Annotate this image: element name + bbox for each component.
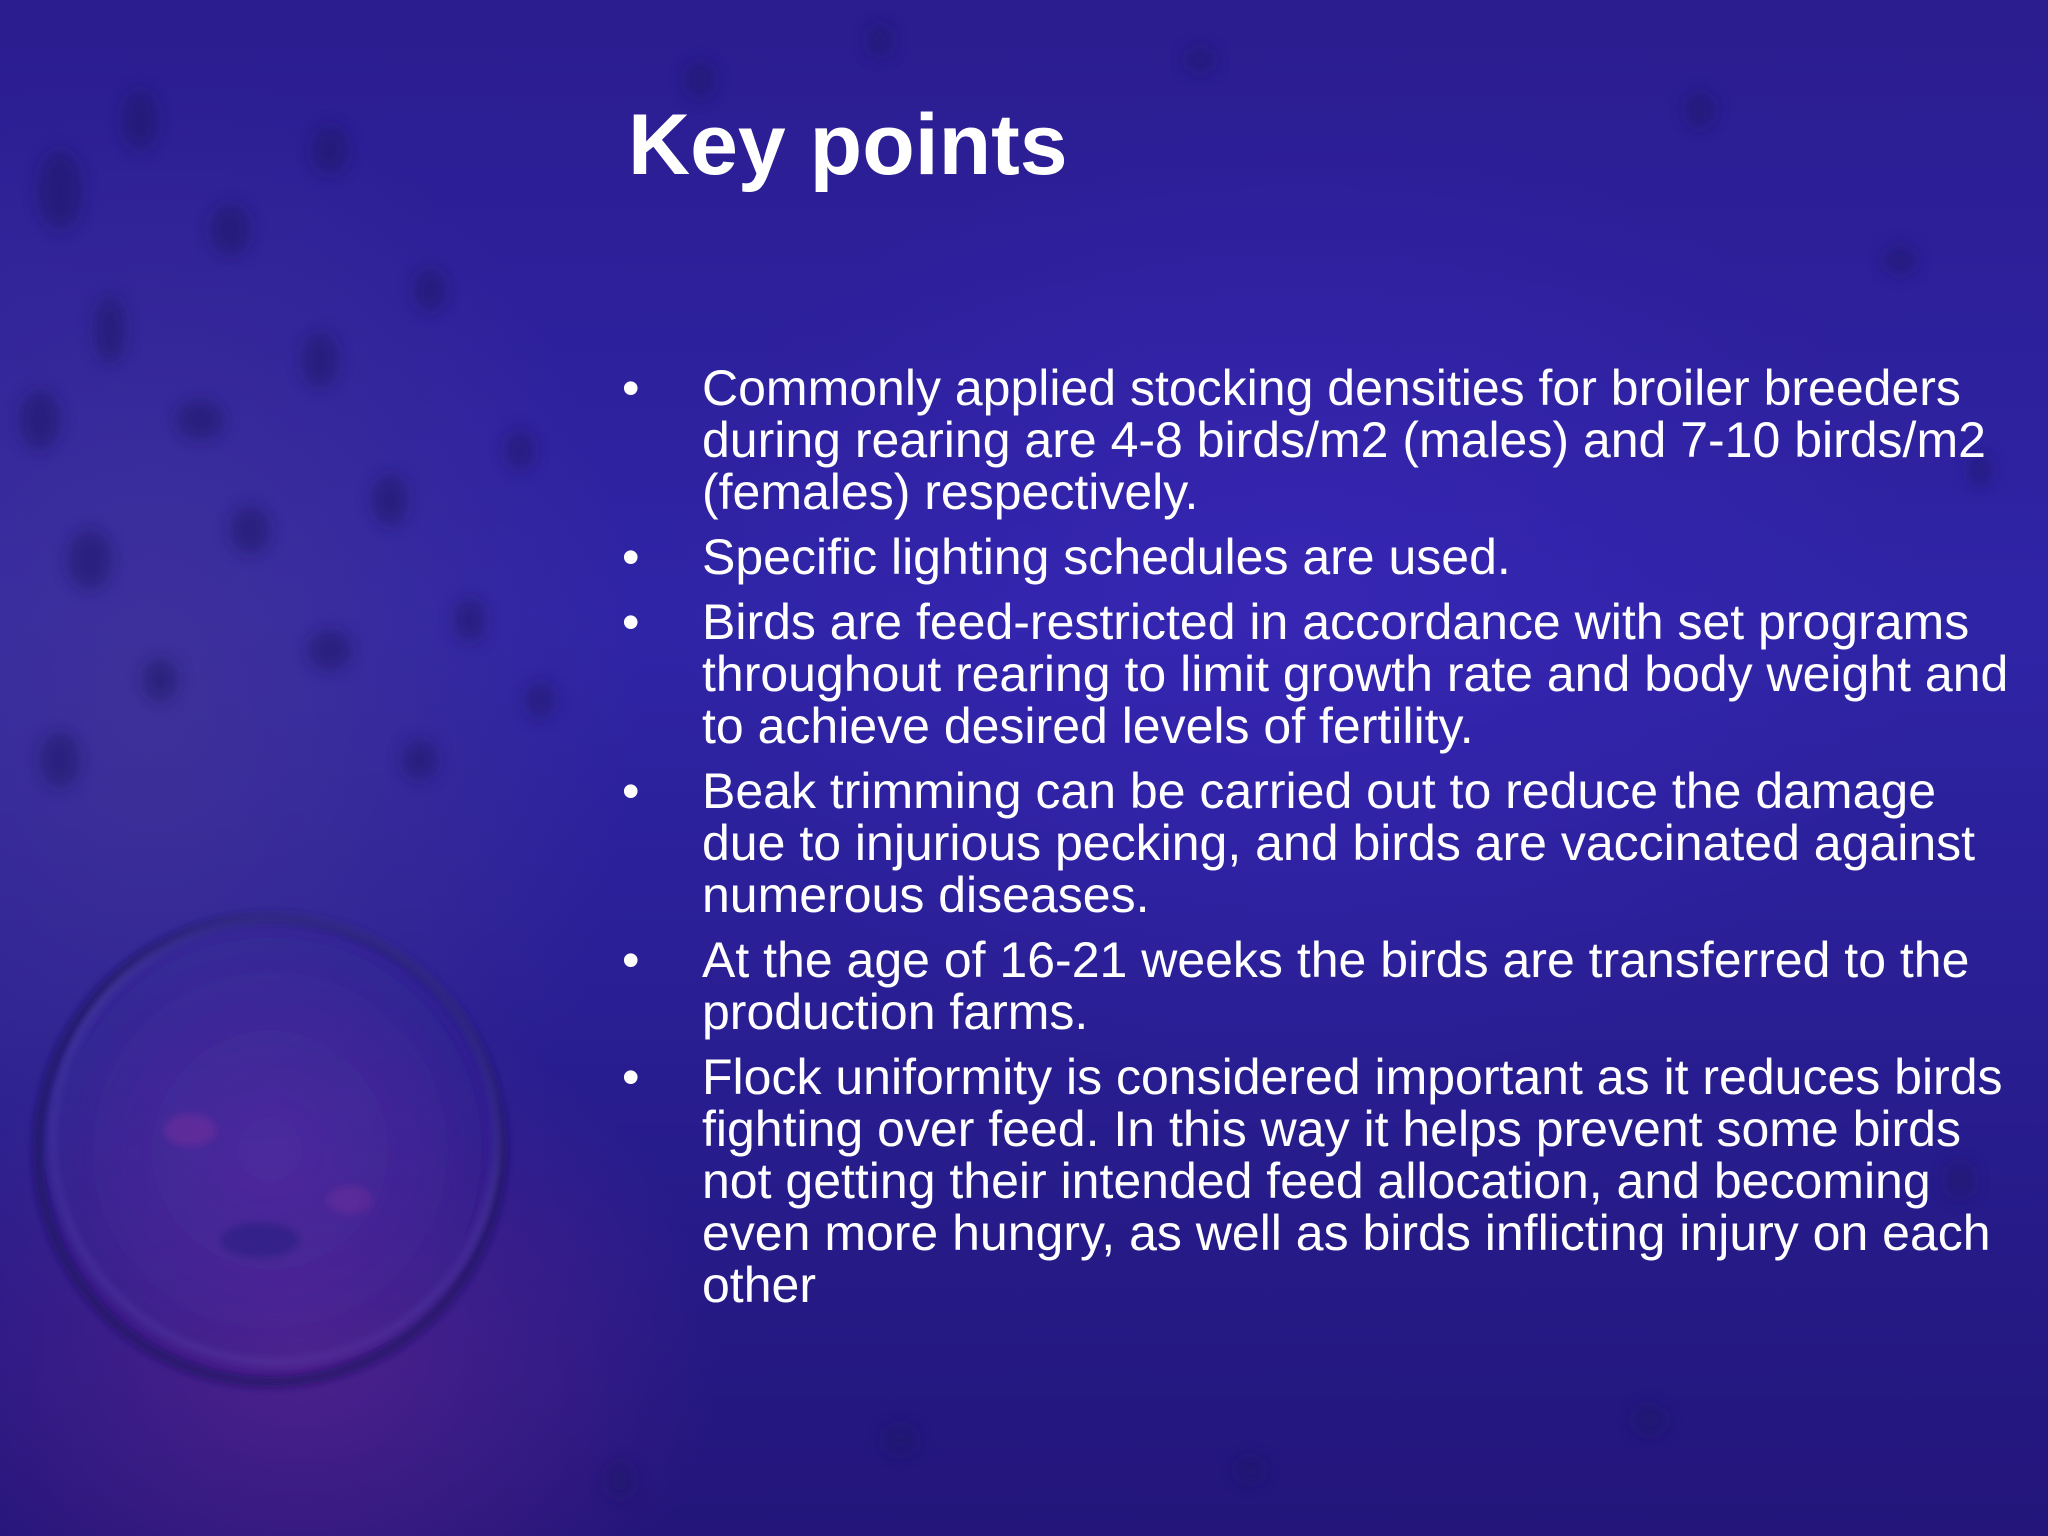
bullet-dot-icon: •: [622, 1049, 640, 1105]
bullet-dot-icon: •: [622, 763, 640, 819]
bullet-item: [618, 596, 2018, 752]
bullet-text: Specific lighting schedules are used.: [702, 529, 1511, 585]
bullet-dot-icon: •: [622, 932, 640, 988]
bullet-dot-icon: •: [622, 594, 640, 650]
bullet-text: Commonly applied stocking densities for broiler breeders during rearing are 4-8 birds/m2 (males) and 7-10 birds/m2 (females) respectively.: [702, 360, 1986, 520]
bullet-item: [618, 531, 2018, 583]
bullet-item: [618, 934, 2018, 1038]
bullet-dot-icon: •: [622, 529, 640, 585]
bullet-text: Flock uniformity is considered important as it reduces birds fighting over feed. In this way it helps prevent some birds not getting their intended feed allocation, and becoming even more hungry, as well as birds inflicting injury on each other: [702, 1049, 2003, 1313]
bullet-text: At the age of 16-21 weeks the birds are transferred to the production farms.: [702, 932, 1970, 1040]
bullet-dot-icon: •: [622, 360, 640, 416]
bullet-item: [618, 1051, 2018, 1311]
bullet-item: [618, 362, 2018, 518]
slide-title: Key points: [628, 97, 1068, 193]
bullet-item: [618, 765, 2018, 921]
bullet-text: Birds are feed-restricted in accordance with set programs throughout rearing to limit growth rate and body weight and to achieve desired levels of fertility.: [702, 594, 2009, 754]
bullet-text: Beak trimming can be carried out to reduce the damage due to injurious pecking, and birds are vaccinated against numerous diseases.: [702, 763, 1976, 923]
bullet-list: [618, 362, 2018, 1324]
